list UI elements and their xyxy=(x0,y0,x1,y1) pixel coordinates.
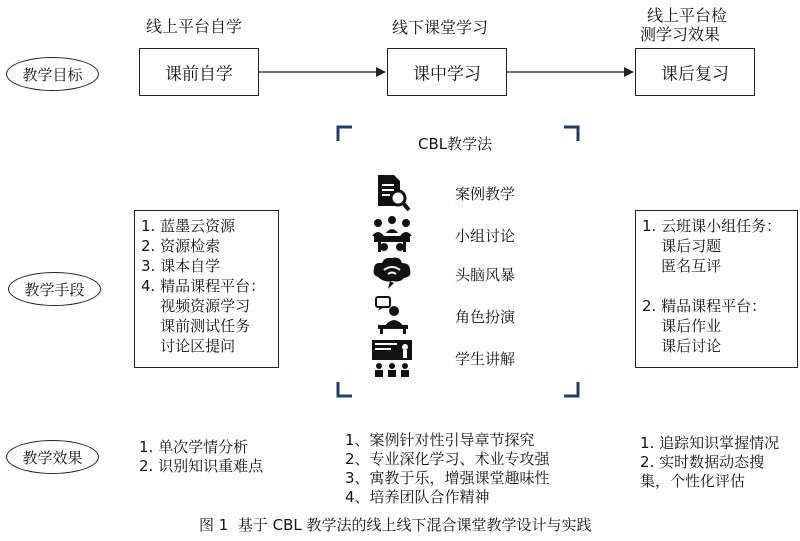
post-class-effects xyxy=(640,434,779,491)
means-item: 2. 资源检索 xyxy=(141,237,221,255)
in-class-effects xyxy=(345,431,550,507)
method-item-label: 角色扮演 xyxy=(455,308,516,326)
method-item-label: 案例教学 xyxy=(455,185,516,203)
effect-item: 2、专业深化学习、术业专攻强 xyxy=(345,450,550,468)
stage-2-box xyxy=(387,48,507,96)
method-item-label: 学生讲解 xyxy=(455,350,516,368)
effect-item: 3、寓教于乐，增强课堂趣味性 xyxy=(345,469,550,487)
method-title: CBL教学法 xyxy=(418,135,493,153)
row-label-effect xyxy=(6,440,99,474)
pre-class-effects xyxy=(139,438,263,476)
method-item-label: 小组讨论 xyxy=(455,227,516,245)
means-item: 匿名互评 xyxy=(642,257,722,275)
stage-1-label: 课前自学 xyxy=(165,64,233,85)
student-lecture-icon xyxy=(370,338,414,378)
means-item: 3. 课本自学 xyxy=(141,257,221,275)
means-spacer xyxy=(642,276,797,296)
row-label-means xyxy=(8,272,101,306)
stage-3-label: 课后复习 xyxy=(661,64,729,85)
means-item: 1. 云班课小组任务： xyxy=(642,217,782,235)
means-item: 视频资源学习 xyxy=(141,297,251,315)
means-item: 1. 蓝墨云资源 xyxy=(141,217,236,235)
stage-1-header: 线上平台自学 xyxy=(146,17,243,36)
effect-item: 1. 追踪知识掌握情况 xyxy=(640,434,780,452)
case-document-magnifier-icon xyxy=(372,172,412,212)
stage-3-box xyxy=(635,48,755,96)
stage-2-label: 课中学习 xyxy=(413,64,481,85)
stage-2-header: 线下课堂学习 xyxy=(392,18,489,37)
means-item: 课后作业 xyxy=(642,317,722,335)
post-class-means-box xyxy=(635,210,798,368)
effect-item: 1. 单次学情分析 xyxy=(139,438,249,456)
effect-item: 集，个性化评估 xyxy=(640,472,746,490)
pre-class-means-box xyxy=(134,210,279,368)
effect-item: 1、案例针对性引导章节探究 xyxy=(345,431,535,449)
row-label-effect-text: 教学效果 xyxy=(22,448,83,467)
means-item: 课后讨论 xyxy=(642,337,722,355)
row-label-means-text: 教学手段 xyxy=(24,280,85,299)
stage-3-header-line1: 线上平台检 xyxy=(647,6,728,25)
effect-item: 4、培养团队合作精神 xyxy=(345,488,490,506)
row-label-goal xyxy=(6,57,99,91)
figure-caption: 图 1 基于 CBL 教学法的线上线下混合课堂教学设计与实践 xyxy=(199,516,592,534)
row-label-goal-text: 教学目标 xyxy=(22,65,83,84)
means-item: 4. 精品课程平台： xyxy=(141,277,266,295)
stage-1-box xyxy=(139,48,259,96)
means-item: 课后习题 xyxy=(642,237,722,255)
means-item: 2. 精品课程平台： xyxy=(642,297,767,315)
means-item: 课前测试任务 xyxy=(141,317,251,335)
effect-item: 2. 实时数据动态搜 xyxy=(640,453,765,471)
stage-3-header-line2: 测学习效果 xyxy=(640,25,721,44)
method-item-label: 头脑风暴 xyxy=(455,266,516,284)
means-item: 讨论区提问 xyxy=(141,337,236,355)
brainstorm-cloud-icon xyxy=(370,255,414,291)
role-play-icon xyxy=(372,295,412,335)
effect-item: 2. 识别知识重难点 xyxy=(139,457,264,475)
group-discussion-icon xyxy=(370,214,414,254)
